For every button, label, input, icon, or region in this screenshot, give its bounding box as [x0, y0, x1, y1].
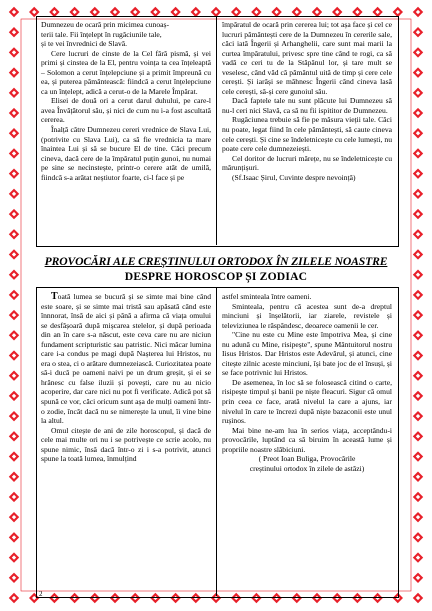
border-diamond-center	[12, 192, 16, 196]
border-diamond-center	[416, 50, 420, 54]
border-diamond-center	[12, 212, 16, 216]
border-diamond	[9, 249, 19, 259]
border-diamond	[9, 27, 19, 37]
bottom-right-paragraph: astfel sminteala între oameni.	[222, 292, 312, 301]
border-diamond	[413, 512, 423, 522]
border-diamond-center	[133, 10, 137, 14]
top-right-paragraph: Rugăciunea trebuie să fie pe măsura vieții tale. Căci nu poate, legat fiind în cele pământești, să caute cineva cele cerești. Și cine se îndeletnicește cu cele lumești, nu poate cere cele dumnezeiești.	[222, 115, 392, 154]
border-diamond	[413, 189, 423, 199]
border-diamond	[413, 47, 423, 57]
border-diamond	[413, 451, 423, 461]
top-left-line-1: Dumnezeu de ocară prin micimea cunoaș-	[41, 20, 169, 29]
border-diamond-center	[416, 151, 420, 155]
border-diamond-center	[12, 171, 16, 175]
border-diamond-center	[416, 273, 420, 277]
bottom-right-column	[222, 292, 392, 473]
border-diamond-center	[416, 131, 420, 135]
border-diamond-center	[12, 555, 16, 559]
border-diamond	[413, 472, 423, 482]
border-diamond	[9, 451, 19, 461]
border-diamond	[413, 88, 423, 98]
border-diamond-center	[416, 374, 420, 378]
border-diamond-center	[416, 333, 420, 337]
border-diamond-center	[416, 171, 420, 175]
border-diamond-center	[12, 454, 16, 458]
border-diamond-center	[416, 313, 420, 317]
border-diamond-center	[12, 70, 16, 74]
border-diamond	[9, 229, 19, 239]
border-diamond	[9, 290, 19, 300]
border-diamond-center	[12, 353, 16, 357]
border-diamond-center	[12, 151, 16, 155]
border-diamond	[413, 371, 423, 381]
border-diamond-center	[72, 10, 76, 14]
border-diamond	[9, 350, 19, 360]
border-diamond-center	[416, 10, 420, 14]
border-diamond-center	[416, 293, 420, 297]
border-diamond-center	[416, 414, 420, 418]
border-diamond	[413, 209, 423, 219]
border-diamond	[413, 573, 423, 583]
border-diamond	[413, 532, 423, 542]
border-diamond	[9, 209, 19, 219]
bottom-right-paragraph: "Cine nu este cu Mine este împotriva Mea, și cine nu adună cu Mine, risipește", spune Mântuitorul nostru Iisus Hristos. Dar Hristos este Adevărul, și atunci, cine citește zilnic aceste minciuni, își bate joc de el însuși, și se face potrivnic lui Hristos.	[222, 330, 392, 378]
border-diamond-center	[416, 212, 420, 216]
border-diamond-center	[12, 30, 16, 34]
border-diamond-center	[416, 515, 420, 519]
border-diamond	[9, 472, 19, 482]
border-diamond-center	[12, 252, 16, 256]
border-diamond-center	[315, 10, 319, 14]
border-diamond	[9, 269, 19, 279]
border-diamond-center	[274, 10, 278, 14]
border-diamond	[9, 552, 19, 562]
border-diamond	[413, 148, 423, 158]
border-diamond-center	[416, 252, 420, 256]
bottom-right-source-line: creștinului ortodox în zilele de astăzi)	[249, 463, 365, 473]
border-diamond-center	[416, 535, 420, 539]
border-diamond	[9, 108, 19, 118]
border-diamond	[9, 330, 19, 340]
border-diamond	[413, 67, 423, 77]
border-diamond-center	[12, 10, 16, 14]
top-left-paragraph: Înalță către Dumnezeu cereri vrednice de Slava Lui, (potrivite cu Slava Lui), ca să fie vrednicia ta mare înaintea Lui și să se bucure El de tine. Căci precum cineva, dacă cere de la împăratul puțin gunoi, nu numai pe sine se necinstește, printr-o cerere atât de umilă, fiindcă s-a arătat neștiutor foarte, ci-l face și pe	[41, 125, 211, 182]
bottom-column-divider	[216, 287, 217, 596]
border-diamond-center	[396, 10, 400, 14]
border-diamond	[9, 128, 19, 138]
top-right-column	[222, 20, 392, 182]
top-left-column	[41, 20, 211, 182]
article-title-line-1: PROVOCĂRI ALE CREȘTINULUI ORTODOX ÎN ZILELE NOASTRE	[44, 255, 388, 268]
border-diamond	[413, 330, 423, 340]
border-diamond	[9, 492, 19, 502]
border-diamond	[413, 108, 423, 118]
border-diamond	[413, 128, 423, 138]
top-right-paragraph: împăratul de ocară prin cererea lui; tot așa face și cel ce lucruri pământești cere de la Dumnezeu în cererile sale, căci iată Îngerii și Arhanghelii, care sunt mai marii la curtea împăratului, privesc spre tine când te rogi, ca să vadă ce ceri tu de la Stăpânul lor, și tare mult se veselesc, când văd că pământul uită de timp și cere cele cerești. Și iarăși se mâhnesc Îngerii când cineva lasă cele cerești, să-și cere gunoiul său.	[222, 20, 392, 96]
border-diamond-center	[375, 10, 379, 14]
border-diamond-center	[254, 10, 258, 14]
border-diamond-center	[416, 576, 420, 580]
bottom-right-paragraph: Mai bine ne-am lua în serios viața, acceptându-i provocările, luptând ca să biruim în această lume și propriile noastre slăbiciuni.	[222, 425, 392, 454]
border-diamond-center	[416, 111, 420, 115]
border-diamond	[9, 593, 19, 603]
border-diamond	[9, 7, 19, 17]
border-diamond	[9, 67, 19, 77]
border-diamond	[413, 431, 423, 441]
border-diamond-center	[12, 414, 16, 418]
border-diamond-center	[416, 596, 420, 600]
border-diamond	[9, 47, 19, 57]
border-diamond	[9, 189, 19, 199]
border-diamond-center	[12, 515, 16, 519]
border-diamond	[413, 310, 423, 320]
top-right-paragraph: Cel doritor de lucruri mărețe, nu se îndeletnicește cu mărunțișuri.	[222, 153, 392, 173]
border-diamond-center	[12, 374, 16, 378]
top-right-paragraph: Dacă faptele tale nu sunt plăcute lui Dumnezeu să nu-l ceri nici Slavă, ca să nu fii ispititor de Dumnezeu.	[222, 96, 392, 115]
border-diamond-center	[113, 10, 117, 14]
border-diamond-center	[234, 10, 238, 14]
border-diamond-center	[153, 10, 157, 14]
border-diamond	[413, 168, 423, 178]
border-diamond-center	[214, 10, 218, 14]
border-diamond	[413, 7, 423, 17]
border-diamond-center	[12, 232, 16, 236]
border-diamond	[413, 269, 423, 279]
border-diamond-center	[416, 353, 420, 357]
border-diamond	[9, 310, 19, 320]
border-diamond	[9, 168, 19, 178]
border-diamond-center	[12, 434, 16, 438]
border-diamond-center	[12, 576, 16, 580]
top-left-paragraph: Cere lucruri de cinste de la Cel fără pismă, și vei primi și cinstea de la El, pentru voința ta cea înțeleaptă – Solomon a cerut înțelepciune și a primit împreună cu ea, și puterea pământească: fiindcă a cerut înțelepciune ca un înțelept, adică a cerut-o de la Marele Împărat.	[41, 48, 211, 96]
border-diamond-center	[194, 10, 198, 14]
border-diamond-center	[93, 10, 97, 14]
border-diamond-center	[416, 434, 420, 438]
border-diamond-center	[416, 30, 420, 34]
border-diamond	[413, 249, 423, 259]
border-diamond	[413, 290, 423, 300]
article-title-line-2: DESPRE HOROSCOP ȘI ZODIAC	[124, 270, 308, 283]
border-diamond-center	[12, 91, 16, 95]
top-right-source: (Sf.Isaac Șirul, Cuvinte despre nevoință)	[232, 172, 356, 182]
border-diamond	[413, 350, 423, 360]
border-diamond	[413, 593, 423, 603]
border-diamond-center	[335, 10, 339, 14]
border-diamond-center	[355, 10, 359, 14]
bottom-right-paragraph: De asemenea, în loc să se folosească citind o carte, risipește timpul și banii pe niște fleacuri. Sigur că omul prin ceea ce face, arată nivelul la care a ajuns, iar nivelul în care te încrezi după niște bazaconii este unul rușinos.	[222, 377, 392, 426]
border-diamond-center	[12, 596, 16, 600]
border-diamond	[413, 27, 423, 37]
border-diamond-center	[416, 454, 420, 458]
border-diamond-center	[12, 111, 16, 115]
drop-cap: T	[51, 291, 58, 302]
border-diamond-center	[12, 394, 16, 398]
bottom-left-paragraph	[41, 292, 211, 426]
border-diamond-center	[12, 535, 16, 539]
bottom-right-paragraph: Sminteala, pentru că acestea sunt de-a dreptul minciuni și înșelătorii, iar ziarele, revistele și televiziunea le răspândesc, deoarece oamenii le cer.	[222, 301, 392, 330]
border-diamond-center	[12, 475, 16, 479]
page-number: 2	[39, 590, 43, 598]
border-diamond-center	[12, 131, 16, 135]
bottom-left-column	[41, 292, 211, 464]
top-column-divider	[216, 16, 217, 245]
border-diamond	[9, 371, 19, 381]
border-diamond	[9, 411, 19, 421]
border-diamond-center	[12, 293, 16, 297]
border-diamond	[9, 512, 19, 522]
border-diamond	[413, 492, 423, 502]
border-diamond	[9, 431, 19, 441]
border-diamond-center	[416, 394, 420, 398]
border-diamond	[9, 391, 19, 401]
border-diamond	[9, 88, 19, 98]
border-diamond-center	[12, 273, 16, 277]
top-left-paragraph: Elisei de două ori a cerut darul duhului, pe care-l avea Învățătorul său, și nici de cum nu i-a fost ascultată cererea.	[41, 96, 211, 125]
border-diamond-center	[12, 313, 16, 317]
border-diamond-center	[416, 91, 420, 95]
border-diamond-center	[416, 232, 420, 236]
top-left-line-3: și te vei învrednici de Slavă.	[41, 39, 128, 49]
border-diamond	[9, 573, 19, 583]
bottom-right-source-line: ( Preot Ioan Buliga, Provocările	[258, 454, 356, 464]
bottom-left-first-text: oată lumea se bucură și se simte mai bine când este soare, și se simte mai tristă sau apăsată când este înnnorat, însă de aici și până a afirma că viața omului se desfășoară după mișcarea stelelor, și după perioada din an în care s-a născut, este ceva care nu are niciun fundament scripturistic sau patristic. Nici măcar lumina care i-a condus pe magi după Nașterea lui Hristos, nu era o stea, ci o arătare dumnezeiască. Curiozitatea poate să-i ducă pe oameni naivi pe un drum greșit, și ei se hrănesc cu false iluzii și povești, care nu au nicio acoperire, dar care nici nu pot fi verificate. Adică pot să spună ce vor, căci oricum sunt așa de mulți oameni într-o zodie, încât dacă nu se nimerește la unul, îi vine bine la altul.	[41, 292, 211, 426]
border-diamond	[413, 229, 423, 239]
border-diamond-center	[416, 475, 420, 479]
border-diamond-center	[295, 10, 299, 14]
top-left-line-2: terii tale. Fii înțelept în rugăciunile tale,	[41, 29, 162, 39]
border-diamond-center	[12, 495, 16, 499]
border-diamond	[9, 148, 19, 158]
border-diamond	[413, 411, 423, 421]
border-diamond-center	[416, 555, 420, 559]
border-diamond	[413, 552, 423, 562]
border-diamond-center	[52, 10, 56, 14]
border-diamond-center	[416, 192, 420, 196]
border-diamond-center	[32, 10, 36, 14]
border-diamond-center	[12, 333, 16, 337]
bottom-left-paragraph: Omul citește de ani de zile horoscopul, și dacă de cele mai multe ori nu i se potrivește ce scrie acolo, nu spune nimic, însă dacă într-o zi i s-a potrivit, atunci spune la toată lumea, înmulțind	[41, 425, 211, 464]
border-diamond-center	[416, 70, 420, 74]
border-diamond-center	[12, 50, 16, 54]
border-diamond-center	[173, 10, 177, 14]
border-diamond-center	[416, 495, 420, 499]
border-diamond	[9, 532, 19, 542]
border-diamond	[413, 391, 423, 401]
